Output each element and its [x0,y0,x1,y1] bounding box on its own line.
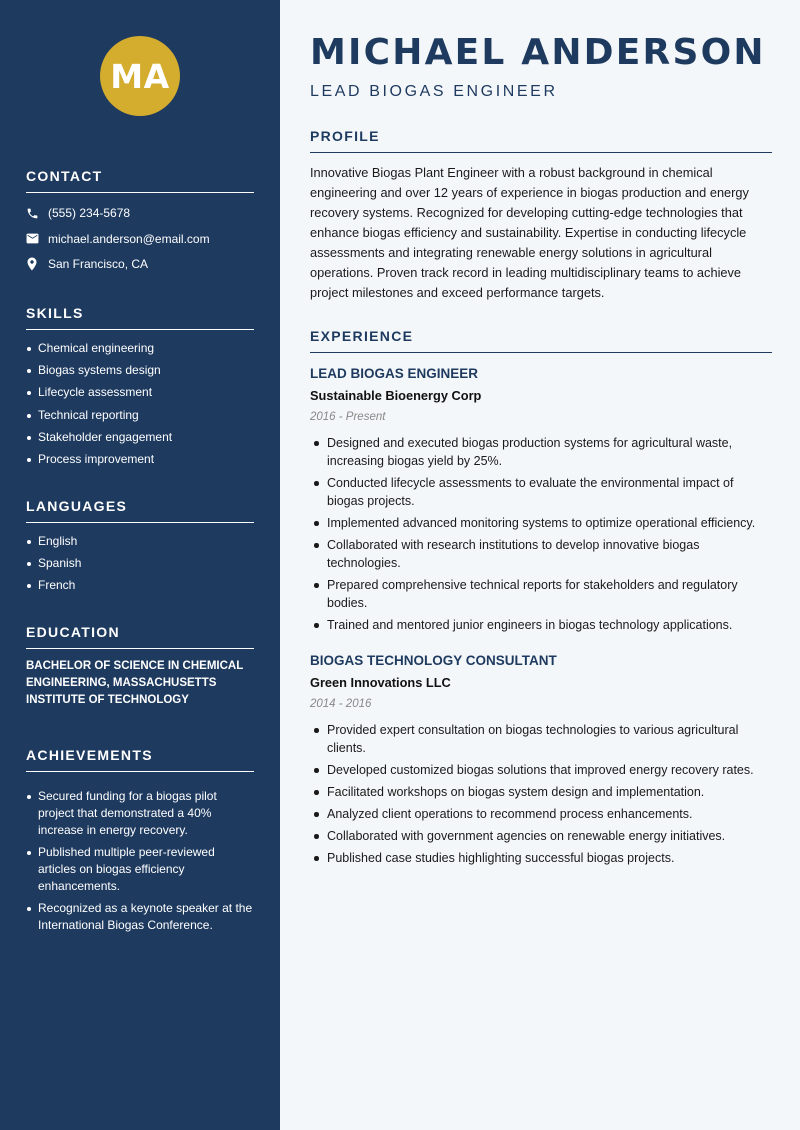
contact-location [26,255,254,273]
job-company: Sustainable Bioenergy Corp [310,388,482,403]
achievements-list [26,788,254,939]
job-title: LEAD BIOGAS ENGINEER [310,366,479,381]
language-item: English [26,533,254,550]
sidebar [0,0,280,1130]
job-entry [310,365,772,639]
email-icon [26,233,48,244]
job-dates: 2014 - 2016 [310,698,372,710]
language-item: French [26,577,254,594]
candidate-name: MICHAEL ANDERSON [310,32,766,73]
candidate-title: LEAD BIOGAS ENGINEER [310,83,558,100]
profile-heading: PROFILE [310,128,772,153]
job-entry [310,652,772,872]
job-bullet: Designed and executed biogas production systems for agricultural waste, increasing biogas yield by 25%. [310,434,772,470]
job-dates: 2016 - Present [310,411,386,423]
skills-heading: SKILLS [26,305,254,330]
contact-phone [26,204,254,222]
language-item: Spanish [26,555,254,572]
languages-list [26,533,254,600]
profile-summary: Innovative Biogas Plant Engineer with a robust background in chemical engineering and over 12 years of experience in biogas production and energy recovery systems. Recognized for developing cutting-edge technologies that enhance biogas efficiency and sustainability. Expertise in conducting lifecycle assessments and integrating renewable energy solutions in agricultural operations. Proven track record in leading multidisciplinary teams to achieve project milestones and exceed performance targets. [310,165,749,300]
job-bullet: Developed customized biogas solutions that improved energy recovery rates. [310,761,772,779]
contact-heading: CONTACT [26,168,254,193]
contact-phone-text: (555) 234-5678 [48,206,131,220]
experience-heading: EXPERIENCE [310,328,772,353]
skill-item: Stakeholder engagement [26,429,254,446]
skill-item: Process improvement [26,451,254,468]
job-bullets [310,721,772,867]
job-bullet: Facilitated workshops on biogas system design and implementation. [310,783,772,801]
job-bullet: Implemented advanced monitoring systems to optimize operational efficiency. [310,514,772,532]
job-title: BIOGAS TECHNOLOGY CONSULTANT [310,653,557,668]
contact-email-text: michael.anderson@email.com [48,231,210,246]
job-bullet: Conducted lifecycle assessments to evaluate the environmental impact of biogas projects. [310,474,772,510]
job-bullet: Prepared comprehensive technical reports for stakeholders and regulatory bodies. [310,576,772,612]
skill-item: Biogas systems design [26,362,254,379]
job-bullets [310,434,772,634]
job-bullet: Collaborated with government agencies on renewable energy initiatives. [310,827,772,845]
achievement-item: Secured funding for a biogas pilot project that demonstrated a 40% increase in energy recovery. [26,788,254,839]
skill-item: Technical reporting [26,407,254,424]
skill-item: Chemical engineering [26,340,254,357]
job-company: Green Innovations LLC [310,675,451,690]
achievement-item: Recognized as a keynote speaker at the International Biogas Conference. [26,900,254,934]
achievements-heading: ACHIEVEMENTS [26,747,254,772]
languages-heading: LANGUAGES [26,498,254,523]
job-bullet: Provided expert consultation on biogas technologies to various agricultural clients. [310,721,772,757]
job-bullet: Collaborated with research institutions to develop innovative biogas technologies. [310,536,772,572]
skills-list [26,340,254,473]
phone-icon [26,207,48,220]
job-bullet: Published case studies highlighting successful biogas projects. [310,849,772,867]
achievement-item: Published multiple peer-reviewed articles on biogas efficiency enhancements. [26,844,254,895]
location-pin-icon [26,257,48,271]
education-heading: EDUCATION [26,624,254,649]
contact-location-text: San Francisco, CA [48,257,149,271]
job-bullet: Analyzed client operations to recommend process enhancements. [310,805,772,823]
education-degree: BACHELOR OF SCIENCE IN CHEMICAL ENGINEERING, MASSACHUSETTS INSTITUTE OF TECHNOLOGY [26,660,244,706]
job-bullet: Trained and mentored junior engineers in biogas technology applications. [310,616,772,634]
avatar: MA [100,36,180,116]
contact-list [26,204,254,281]
skill-item: Lifecycle assessment [26,384,254,401]
contact-email [26,230,254,248]
